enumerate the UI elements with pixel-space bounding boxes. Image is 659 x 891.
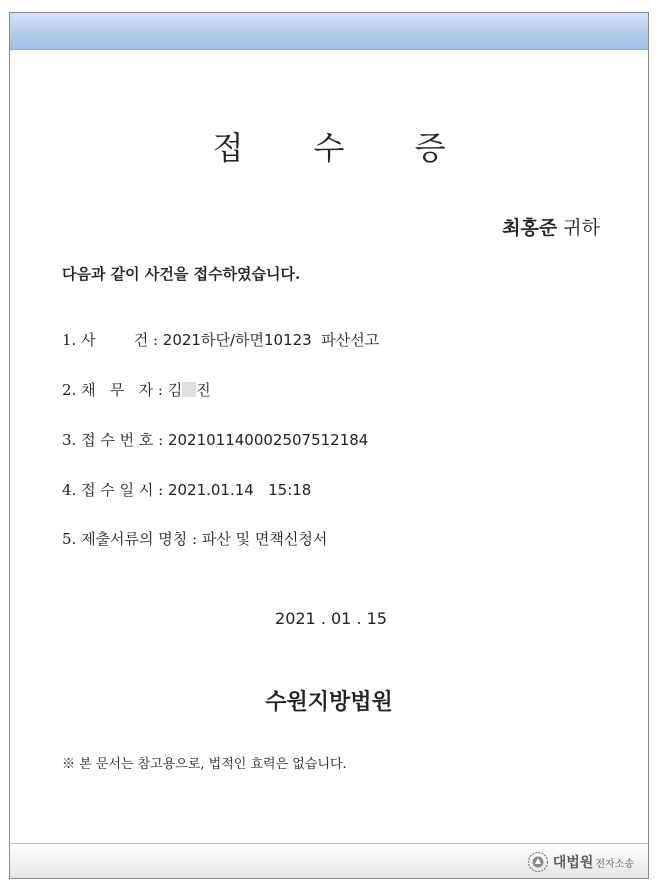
item-debtor-label: 2. 채 무 자 : [62,381,168,399]
item-receipt-number-value: 202101140002507512184 [167,431,369,449]
court-name: 수원지방법원 [265,689,393,715]
item-debtor-value-prefix: 김 [167,381,183,399]
intro-text: 다음과 같이 사건을 접수하였습니다. [62,265,301,283]
item-case-value: 2021하단/하면10123 파산선고 [162,331,380,349]
redaction-mask [182,382,196,397]
item-document-name-value: 파산 및 면책신청서 [201,530,328,548]
issue-date: 2021 . 01 . 15 [275,609,387,628]
recipient-name: 최홍준 [502,217,558,239]
recipient-suffix: 귀하 [563,217,600,239]
court-emblem-icon [527,851,549,873]
item-case [62,329,379,350]
footer-bar [10,843,648,878]
document-frame [9,12,649,879]
logo-main-text: 대법원 [552,855,594,871]
item-receipt-datetime-value: 2021.01.14 15:18 [167,481,312,499]
item-case-label: 1. 사 건 : [62,331,163,349]
logo-sub-text: 전자소송 [595,858,634,870]
item-receipt-number-label: 3. 접 수 번 호 : [62,431,168,449]
disclaimer-note: ※ 본 문서는 참고용으로, 법적인 효력은 없습니다. [62,757,347,772]
item-debtor [62,379,211,400]
item-debtor-value-suffix: 진 [196,381,211,399]
item-document-name-label: 5. 제출서류의 명칭 : [62,530,202,548]
item-receipt-datetime-label: 4. 접 수 일 시 : [62,481,168,499]
document-title: 접 수 증 [212,129,476,167]
item-receipt-number [62,429,368,450]
supreme-court-logo [527,851,634,873]
item-document-name [62,528,327,549]
recipient [502,213,600,240]
header-bar [10,13,648,50]
item-receipt-datetime [62,479,311,500]
